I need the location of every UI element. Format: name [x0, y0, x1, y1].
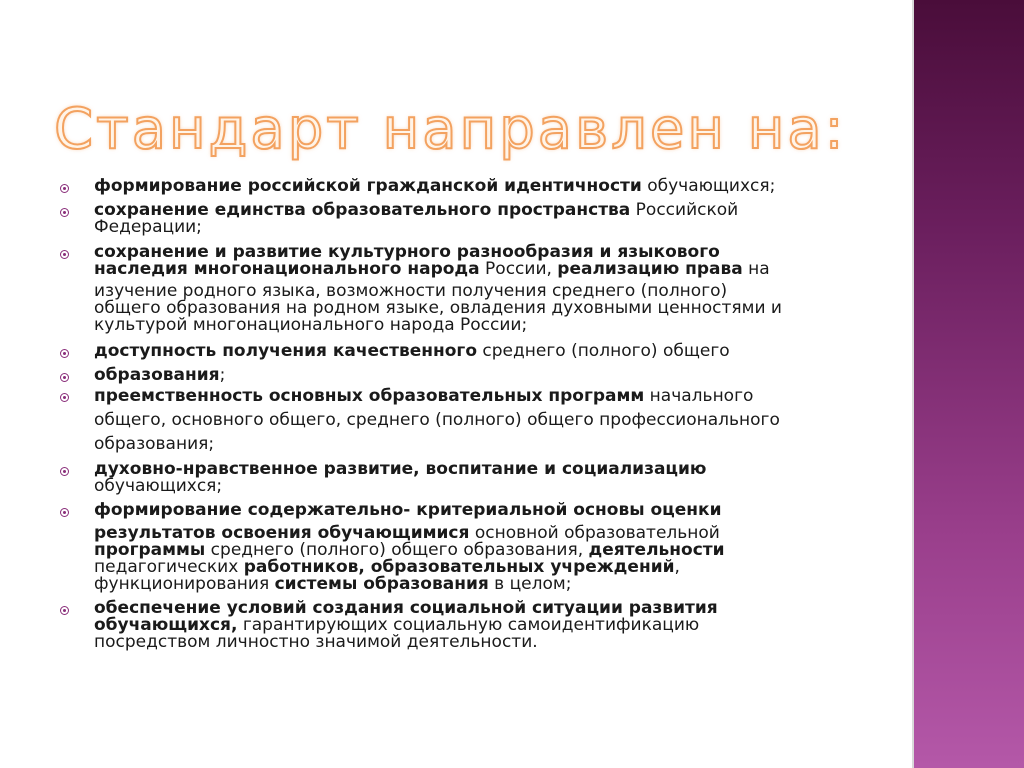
bullet-icon	[60, 508, 69, 517]
bullet-icon	[60, 606, 69, 615]
list-item: доступность получения качественного среднего (полного) общего	[60, 343, 860, 360]
bullet-icon	[60, 393, 69, 402]
list-item: сохранение и развитие культурного разнообразия и языкового наследия многонационального народа России, реализацию права на изучение родного языка, возможности получения среднего (полного) общего образования на родном языке, овладения духовными ценностями и культурой многонационального народа России;	[60, 244, 860, 334]
bullet-icon	[60, 467, 69, 476]
list-item: формирование российской гражданской идентичности обучающихся;	[60, 178, 860, 195]
bullet-icon	[60, 373, 69, 382]
list-item: преемственность основных образовательных программ начального общего, основного общего, среднего (полного) общего профессионального образования;	[60, 384, 860, 456]
bullet-icon	[60, 208, 69, 217]
bullet-icon	[60, 349, 69, 358]
list-item: образования;	[60, 367, 860, 384]
list-item: обеспечение условий создания социальной ситуации развития обучающихся, гарантирующих социальную самоидентификацию посредством личностно значимой деятельности.	[60, 600, 860, 651]
list-item: духовно-нравственное развитие, воспитание и социализацию обучающихся;	[60, 461, 860, 495]
slide-title: Стандарт направлен на:	[54, 97, 847, 162]
bullet-list	[60, 178, 860, 651]
bullet-icon	[60, 250, 69, 259]
sidebar-decoration	[912, 0, 1024, 768]
list-item: формирование содержательно- критериальной основы оценки результатов освоения обучающимися основной образовательной программы среднего (полного) общего образования, деятельности педагогических работников, образовательных учреждений, функционирования системы образования в целом;	[60, 502, 860, 593]
list-item: сохранение единства образовательного пространства Российской Федерации;	[60, 202, 860, 236]
bullet-icon	[60, 184, 69, 193]
